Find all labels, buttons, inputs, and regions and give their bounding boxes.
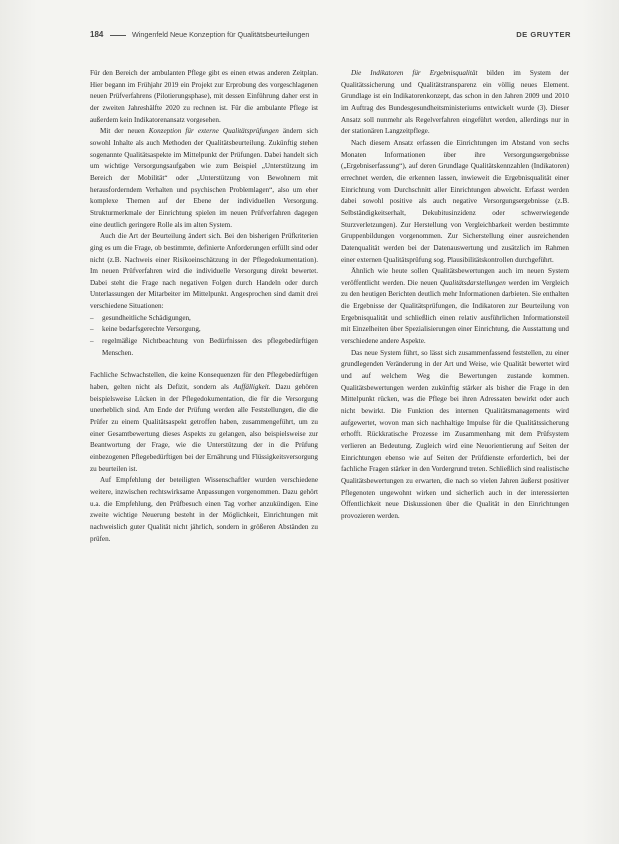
paragraph: Für den Bereich der ambulanten Pflege gibt es einen etwas anderen Zeitplan. Hier begann im Frühjahr 2019 ein Projekt zur Erprobung des vorgeschlagenen neuen Prüfverfahrens (Pilotierungsphase), mit dessen Einführung daher erst in der zweiten Jahreshälfte 2020 zu rechnen ist. Für die ambulante Pflege ist außerdem kein Indikatorenansatz vorgesehen. — [90, 69, 318, 124]
header-rule — [110, 35, 126, 36]
paragraph: Nach diesem Ansatz erfassen die Einrichtungen im Abstand von sechs Monaten Informationen über ihre Versorgungsergebnisse („Ergebniserfassung“), auf deren Grundlage Qualitätskennzahlen (Indikatoren) errechnet werden, die erkennen lassen, inwieweit die Ergebnisqualität einer Einrichtung vom Durchschnitt aller Einrichtungen abweicht. Erfasst werden dabei sowohl positive als auch negative Versorgungsergebnisse (z.B. Selbständigkeitserhalt, Dekubitusinzidenz oder schwerwiegende Sturzverletzungen). Zur Herstellung von Vergleichbarkeit werden bestimmte Gruppenbildungen vorgenommen. Zur Sicherstellung einer ausreichenden Datenqualität werden bei der Datenauswertung und zusätzlich im Rahmen einer externen Qualitätsprüfung sog. Plausibilitätskontrollen durchgeführt. — [341, 138, 569, 264]
paragraph: Fachliche Schwachstellen, die keine Konsequenzen für den Pflegebedürftigen haben, gelten nicht als Defizit, sondern als Auffälligkeit. Dazu gehören beispielsweise Lücken in der Pflegedokumentation, die für die Versorgung unerheblich sind. Am Ende der Prüfung werden alle Feststellungen, die die Prüfer zu einem Qualitätsaspekt getroffen haben, zusammengeführt, um zu einer Gesamtbewertung dieses Aspekts zu gelangen, also beispielsweise zur Beantwortung der Frage, wie die Unterstützung der in die Prüfung einbezogenen Pflegebedürftigen bei der Ernährung und Flüssigkeitsversorgung zu beurteilen ist. — [90, 371, 319, 473]
right-column — [341, 68, 569, 523]
list-dash: – — [90, 313, 94, 322]
running-header — [90, 30, 571, 44]
paragraph: Ähnlich wie heute sollen Qualitätsbewertungen auch im neuen System veröffentlicht werden. Die neuen Qualitätsdarstellungen werden im Vergleich zu den heutigen Berichten deutlich mehr Informationen darbieten. Sie enthalten die Ergebnisse der Qualitätsprüfungen, die Indikatoren zur Beurteilung von Ergebnisqualität und schließlich einen relativ ausführlichen Informationsteil mit Einzelheiten über Spezialisierungen einer Einrichtung, die Ausstattung und verschiedene andere Aspekte. — [341, 267, 570, 346]
list-dash: – — [90, 337, 94, 346]
emphasis: Die Indikatoren für Ergebnisqualität — [351, 69, 478, 77]
situation-list — [90, 313, 318, 360]
paragraph: Die Indikatoren für Ergebnisqualität bilden im System der Qualitätssicherung und Qualitätstransparenz ein völlig neues Element. Grundlage ist ein Indikatorenkonzept, das schon in den Jahren 2009 und 2010 im Auftrag des Bundesgesundheitsministeriums entwickelt wurde (3). Dieser Ansatz soll nunmehr als Regelverfahren eingeführt werden, allerdings nur in der stationären Langzeitpflege. — [341, 69, 569, 136]
paragraph: Das neue System führt, so lässt sich zusammenfassend feststellen, zu einer grundlegenden Veränderung in der Art und Weise, wie Qualität bewertet wird und auf welchem Weg die Bewertungen zustande kommen. Qualitätsbewertungen werden zukünftig stärker als bisher die Frage in den Mittelpunkt rücken, was die Pflege bei ihren Adressaten bewirkt oder auch nicht bewirkt. Die Funktion des internen Qualitätsmanagements wird aufgewertet, wovon man sich nachhaltige Impulse für die Qualitätssicherung erhofft. Rückkratische Prozesse im Zusammenhang mit dem Prüfsystem verlieren an Bedeutung. Zugleich wird eine Neuorientierung auf Seiten der Einrichtungen ebenso wie auf Seiten der Prüfdienste erforderlich, bei der fachliche Fragen stärker in den Vordergrund treten. Schließlich sind realistische Qualitätsbewertungen zu erwarten, die nach so vielen Jahren äußerst positiver Pflegenoten ungewohnt wirken und sicherlich auch in der interessierten Öffentlichkeit neue Diskussionen über die Qualität in den Einrichtungen provozieren werden. — [341, 348, 569, 520]
left-column — [90, 68, 318, 545]
page-number: 184 — [90, 30, 104, 39]
running-head: Wingenfeld Neue Konzeption für Qualitätsbeurteilungen — [132, 30, 310, 39]
paragraph: Mit der neuen Konzeption für externe Qualitätsprüfungen ändern sich sowohl Inhalte als auch Methoden der Qualitätsbeurteilung. Zukünftig stehen sogenannte Qualitätsaspekte im Mittelpunkt der Prüfungen. Dabei handelt sich um wichtige Versorgungsaufgaben wie zum Beispiel „Unterstützung im Bereich der Mobilität“ oder „Unterstützung von Bewohnern mit herausforderndem Verhalten und psychischen Problemlagen“, also um eher komplexe Themen auf der Ebene der individuellen Versorgung. Strukturmerkmale der Einrichtung spielen im neuen Prüfverfahren dagegen eine deutlich geringere Rolle als im alten System. — [90, 127, 318, 229]
emphasis: Auffälligkeit — [233, 383, 269, 392]
emphasis: Konzeption für externe Qualitätsprüfungen — [148, 127, 279, 136]
list-dash: – — [90, 325, 94, 334]
list-item: – keine bedarfsgerechte Versorgung, — [90, 324, 318, 336]
paragraph: Auf Empfehlung der beteiligten Wissenschaftler wurden verschiedene weitere, inzwischen rechtswirksame Anpassungen vorgenommen. Dazu gehört u.a. die Empfehlung, den Prüfbesuch einen Tag vorher anzukündigen. Eine zweite wichtige Neuerung besteht in der Möglichkeit, Einrichtungen mit nachweislich guter Qualität nicht jährlich, sondern in größeren Abständen zu prüfen. — [90, 476, 318, 543]
emphasis: Qualitätsdarstellungen — [439, 278, 506, 287]
paragraph: Auch die Art der Beurteilung ändert sich. Bei den bisherigen Prüfkriterien ging es um die Frage, ob bestimmte, definierte Anforderungen erfüllt sind oder nicht (z.B. Nachweis einer Risikoeinschätzung in der Pflegedokumentation). Im neuen Prüfverfahren wird die individuelle Versorgung direkt bewertet. Dabei steht die Frage nach negativen Folgen durch Handeln oder durch Unterlassungen der Mitarbeiter im Mittelpunkt. Angesprochen sind damit drei verschiedene Situationen: — [90, 232, 318, 311]
publisher-logo: DE GRUYTER — [516, 30, 571, 39]
list-item: – gesundheitliche Schädigungen, — [90, 313, 318, 325]
list-item: – regelmäßige Nichtbeachtung von Bedürfnissen des pflegebedürftigen Menschen. — [90, 337, 318, 357]
